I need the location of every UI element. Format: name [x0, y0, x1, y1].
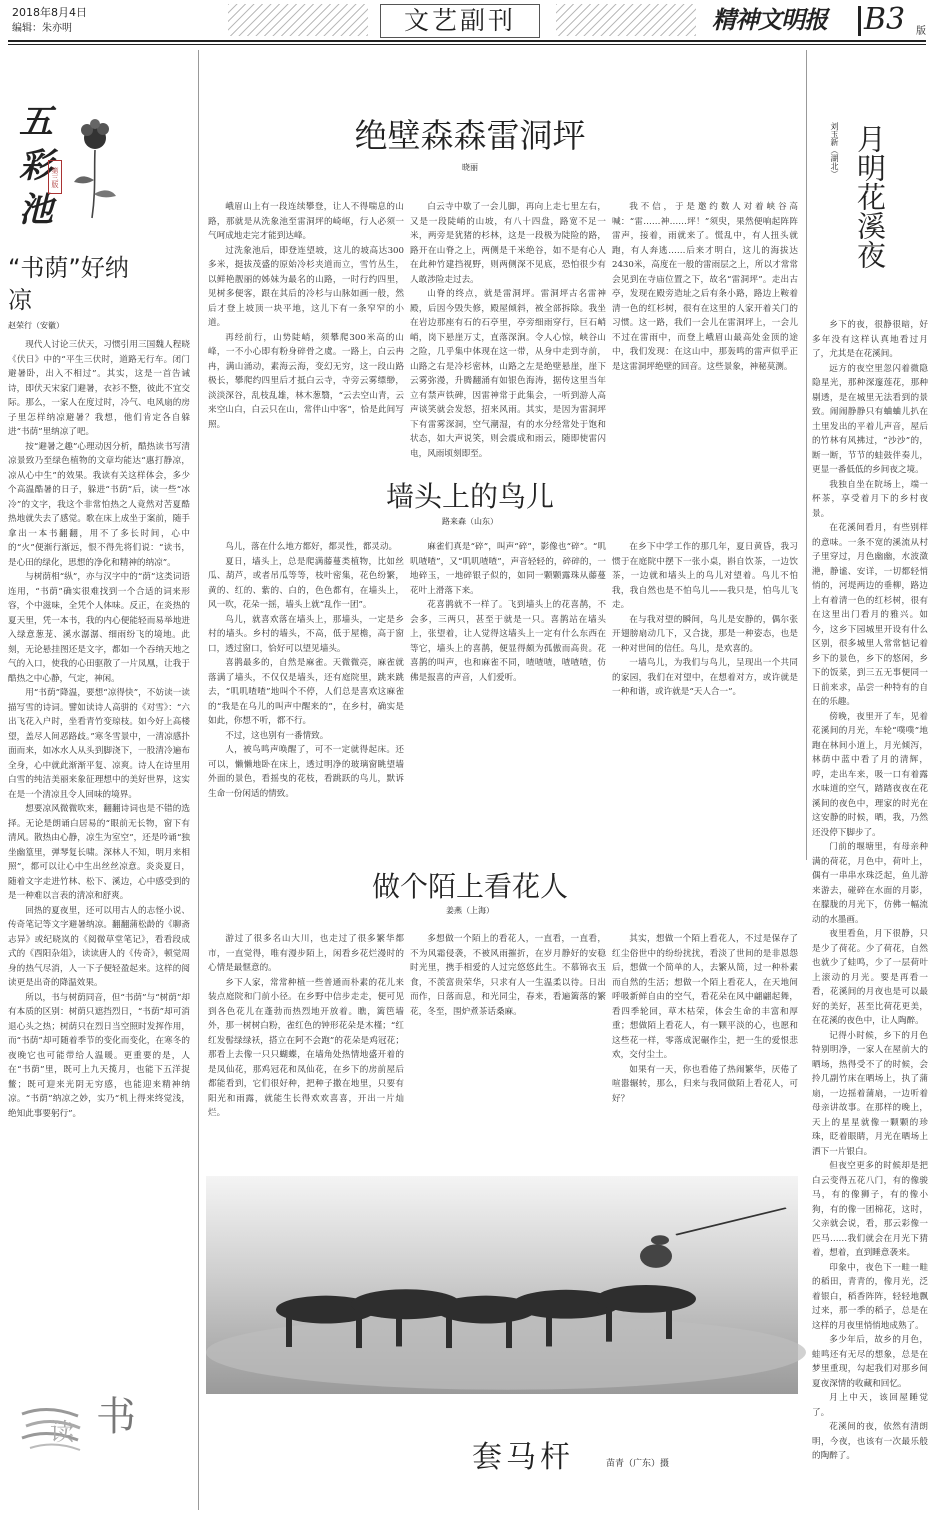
right-paragraph-2: 远方的夜空里忽闪着微隐隐星光，那种深邃莲花，那种剔透，是在城里无法看到的景致。闹闹静静只有蛐蛐儿扒在土里发出的平着儿声音，屋后的竹林有风拂过，“沙沙”的，断一断，节节的蛙鼓伴奏儿，更显一番低低的乡间夜之境。 — [812, 363, 928, 475]
right-paragraph-10: 印象中，夜色下一畦一畦的稻田，青青的，像月光，泛着银白，稻香阵阵，轻轻地飘过来，那一季的稻子，总是在这样的月夜里悄悄地成熟了。 — [812, 1262, 928, 1331]
article3-author: 姜燕（上海） — [446, 906, 494, 915]
article2-paragraph-10: 在与我对望的瞬间，鸟儿是安静的，偶尔张开翅膀扇动几下，又合拢，那是一种姿态，也是一种对世间的信任。鸟儿，是欢喜的。 — [612, 614, 798, 654]
section-title: 文艺副刊 — [380, 4, 540, 38]
right-paragraph-3: 我独自坐在院场上，端一杯茶，享受着月下的乡村夜景。 — [812, 479, 928, 519]
ink-flower-illustration — [70, 110, 120, 220]
right-paragraph-4: 在花溪间看月，有些别样的意味。一条不宽的溪流从村子里穿过，月色幽幽，水波潋滟，静谧、安详，一切都轻悄悄的，河堤两边的垂柳，路边上有着清一色的红杉树，很有在这里出门看月的雅兴。如今，这乡下园城里开设有什么区别，很多城里人常常惦记着乡下的景色，乡下的悠闲，乡下的饭菜，到三五无事便同一日前来求，品尝一种特有的自在的乐趣。 — [812, 523, 928, 707]
article1-paragraph-6: 我不信，于是邀约数人对着峡谷高喊：“雷……神……坪！”须臾，果然便响起阵阵雷声，接着，雨就来了。慌乱中，有人扭头就跑，有人奔逃……后来才明白，这儿的海拔达2430米，高度在一般的雷雨层之上，所以才常常会见到在寺庙位置之下，故名“雷洞坪”。走出古亭，发现在殿旁造址之后有条小路，路边上鞍着清一色的红杉树，很有在这里的人家开着关门的习惯。这一路，我们一会儿在雷洞坪上，一会儿不过在雷雨中，而登上峨眉山最高处金顶的途中，我们发现：在这山中，那轰鸣的雷声似乎正是这雷洞坪绝壁的回音。这些景象，神秘莫测。 — [612, 202, 798, 372]
article1-paragraph-3: 再经前行，山势陡峭，须攀爬300米高的山峰，一不小心即有粉身碎骨之虞。一路上，白云冉冉，满山涌动，素海云海，变幻无穷，这一段山路极长，攀爬约四里后才抵白云寺，寺旁云雾缥缈，淡淡深谷，乱枝乱雄，林木葱翳，“云去空山青，云来空山白，白云只在山，常伴山中客”，恰是此间写照。 — [208, 332, 404, 430]
header-date: 2018年8月4日 — [12, 6, 87, 19]
column-stamp: 第三版 — [48, 160, 62, 194]
article3-paragraph-1: 游过了很多名山大川，也走过了很多繁华都市，一直觉得，唯有漫步陌上，闲看乡花烂漫时的心情是最惬意的。 — [208, 934, 404, 973]
header-rule-thin — [8, 44, 926, 45]
article1-col-2 — [410, 200, 606, 459]
article2-paragraph-6: 人，被鸟鸣声唤醒了，可不一定就得起床。还可以，懒懒地卧在床上，透过明净的玻璃窗眺望墙外面的景色，看摇曳的花枝，看跳跃的鸟儿，默诉生命一份闲适的情致。 — [208, 745, 404, 799]
left-paragraph-3: 与树荫相“纵”，亦与汉字中的“荫”这类词语连用，“书荫”确实很难找到一个合适的词来形容，个中滋味，全凭个人体味。反正，在炎热的夏天里，凭一本书，我的内心便能轻而易举地进入绿意葱茏、溪水潺潺、细雨纷飞的境地。此刻，无论悬挂图还是文字，都如一个吞纳天地之气的入口，使我的心田驱散了一片凤凰，让我于酷热之中心静，气定，神闲。 — [8, 572, 190, 684]
right-article-title: 月明花溪夜 — [853, 124, 887, 269]
left-column-divider — [198, 50, 199, 1510]
right-paragraph-6: 门前的堰塘里，有母亲种满的荷花，月色中，荷叶上，偶有一串串水珠泛起，鱼儿游来游去，碰碎在水面的月影，在朦胧的月光下，仿佛一幅流动的水墨画。 — [812, 842, 928, 925]
article1-col-3 — [612, 200, 798, 446]
photo-author: 苗青（广东）摄 — [606, 1459, 670, 1469]
header-hatch-right — [556, 4, 696, 36]
right-column-divider — [806, 50, 807, 860]
article3-paragraph-2: 乡下人家，常常种植一些普通而朴素的花儿来装点庭院和门前小径。在乡野中信步走走，便可见到各色花儿在蓬勃而热烈地开放着。瞧，篱笆墙外，那一树树白粉，雀红色的钟形花朵是木槿；“红红发髻绿绿袄，搭立在阿不会跑”的花朵是鸡冠花；那看上去像一只只蝴蝶，在墙角处热情地盛开着的是凤仙花，那鸡冠花和凤仙花，在乡下的房前屋后都能看到，它们很好种，把种子撒在地里，只要有阳光和雨露，就能生长得欢欢喜喜，开出一片灿烂。 — [208, 977, 404, 1118]
article3-title: 做个陌上看花人 — [371, 870, 568, 903]
page-ban-label: 版 — [916, 26, 926, 37]
article3-paragraph-3: 多想做一个陌上的看花人，一直看，一直看，不为风霜侵袭，不被风雨摧折，在岁月静好的安稳时光里，携手相爱的人过完悠悠此生。不慕锦衣玉食，不羡富贵荣华，只求有人一生温柔以待。日出而作，日落而息，和光同尘，春来，看遍篱落的繁花，冬至，围炉煮茶话桑麻。 — [410, 934, 606, 1017]
article2-paragraph-5: 不过，这也别有一番情致。 — [225, 730, 329, 741]
right-article-author: 刘玉新（湖北） — [830, 122, 839, 178]
header-divider — [858, 6, 861, 36]
article2-paragraph-2: 夏日，墙头上，总是爬满藤蔓类植物，比如丝瓜、葫芦，或者吊瓜等等，枝叶密集，花色纷繁，黄的、红的、紫的、白的，色色都有，在墙头上，风一吹，花朵一摇，墙头上就“乱作一团”。 — [208, 556, 404, 610]
left-paragraph-1: 现代人讨论三伏天，习惯引用三国魏人程晓《伏日》中的“平生三伏时，道路无行车。闭门避暑卧，出入不相过”。其实，这是一首告诫诗，即伏天宋家门避暑，衣衫不整，彼此不宜交际。那么，一家人在度过时，冷气、电风扇的房子里怎样纳凉避暑？我想，他们肯定各自躲进“书荫”里纳凉了吧。 — [8, 340, 190, 437]
right-paragraph-1: 乡下的夜，很静很暗，好多年没有这样认真地看过月了，尤其是在花溪间。 — [812, 320, 928, 359]
article3-col-2 — [410, 932, 606, 1162]
article3-col-3 — [612, 932, 798, 1162]
article3-col-1 — [208, 932, 404, 1162]
article1-paragraph-1: 峨眉山上有一段连续攀登，让人不得喘息的山路，那就是从洗象池至雷洞坪的崎岖，行人必须一气呵成地走完才能到达峰。 — [208, 202, 404, 241]
article2-paragraph-11: 一墙鸟儿，为我们与鸟儿，呈现出一个共同的家园，我们在对望中，在想着对方，或许就是一种和谐，或许就是“天人合一”。 — [612, 658, 798, 697]
left-article-title: “书荫”好纳凉 — [8, 254, 129, 314]
article1-paragraph-5: 山脊的终点，就是雷洞坪。雷洞坪古名雷神殿，后因今毁失修，殿屋倾斜，被全部拆除。我坐在岩边那座有石的石亭里，亭旁细雨穿行，巨石峭峭，岗下悬崖万丈，直落深涧。令人心惊，峡谷山之险，几乎集中体现在这一带，从身中走到寺前，山路之右是冷杉密林，山路之左是绝壁悬崖，崖下云雾弥漫，升腾翻涌有如银色海涛，据传这里当年立有禁声铁碑，因雷神常于此集会，一听到游人高声谈笑就会发怒，招来风雨。其实，是因为雷洞坪下有雷雾深洞，空气潮湿，有的水分经常处于饱和状态，如大声说笑，则会震成和雨云，随即使雷闪电，风雨顷刻即至。 — [410, 289, 606, 459]
left-paragraph-7: 所以，书与树荫同音，但“书荫”与“树荫”却有本质的区别：树荫只遮挡烈日，“书荫”却可消退心头之热；树荫只在烈日当空照时发挥作用，而“书荫”却可随着季节的变化而变化，在寒冬的夜晚它也可能带给人温暖。更重要的是，人在“书荫”里，既可上九天揽月，也能下五洋捉鳖；既可迎来光阴无穷感，也能迎来精神纳凉。“书荫”纳凉之妙，实乃“机上得来终觉浅，绝知此事要躬行”。 — [8, 992, 190, 1119]
left-paragraph-2: 按“避暑之趣”心理动因分析，酷热读书写清凉景致乃至绿色植物的文章均能达“惠打静凉，凉从心中生”的效果。我读有关这样体会，多少个高温酷暑的日子，躲进“书荫”后，读一些“冰冷”的文字，我这个非常怕热之人竟然对苦夏酷热地就失去了感觉。歌在床上成坐于案前，随手拿出一本书翻翻，用不了多长时间，心中的“火”便渐行渐远，恨不得先将们说：“读书，是心田的绿化，思想的净化和精神的纳凉”。 — [8, 441, 190, 568]
article2-paragraph-3: 鸟儿，就喜欢落在墙头上，那墙头，一定是乡村的墙头。乡村的墙头，不高，低于屋檐，高于窗口，透过窗口，恰好可以望见墙头。 — [208, 614, 404, 654]
left-article-body — [8, 338, 190, 1378]
right-paragraph-12: 月上中天，该回屋睡觉了。 — [812, 1393, 928, 1418]
left-paragraph-5: 想要凉风微微吹来，翻翻诗词也是不错的选择。无论是朗诵白居易的“眼前无长物，窗下有清风。散热由心静，凉生为室空”，还是吟诵“独坐幽篁里，弹琴复长啸。深林人不知，明月来相照”，都可以让心中生出丝丝凉意。炎炎夏日，随着文字走进竹林、松下、溪边，心中感受到的是一种难以言表的清凉和舒爽。 — [8, 804, 190, 901]
right-article-body — [812, 318, 928, 1461]
article2-col-2 — [410, 540, 606, 840]
article1-paragraph-4: 白云寺中歇了一会儿脚，再向上走七里左右，又是一段陡峭的山坡，有八十四盘，路宽不足一米，两旁是犹猪的杉林，这是一段极为陡险的路，路开在山脊之上，两侧是千米绝谷，如不是有心人在此种竹建挡视野，则两侧深不见底，恐怕很少有人敢涉险走过去。 — [410, 202, 606, 285]
left-paragraph-4: 用“书荫”降温，要想“凉得快”，不妨读一读描写雪的诗词。譬如读诗人高骈的《对雪》：“六出飞花入户时，坐看青竹变琼枝。如今好上高楼望，盖尽人间恶路歧。”寒冬雪景中，一清凉感扑面而来，如冰水人从头到脚浇下，一股清冷遍布全身，心中就此渐渐平复、凉爽。诗人在诗里用白雪的纯洁美丽来象征理想中的美好世界，这实在是一个清凉且令人回味的境界。 — [8, 688, 190, 800]
article2-col-1 — [208, 540, 404, 840]
right-paragraph-7: 夜里看鱼，月下很静，只是少了荷花。少了荷花，自然也就少了蛙鸣，少了一层荷叶上滚动的月光。要是再看一看，花溪间的月夜也是可以最好的美好，甚至比荷花更美，在花溪的夜色中，让人陶醉。 — [812, 929, 928, 1026]
article2-title: 墙头上的鸟儿 — [385, 480, 554, 513]
article2-paragraph-7: 麻雀们真是“碎”，叫声“碎”，影像也“碎”。“叽叽喳喳”，又“叽叽喳喳”，声音轻轻的，碎碎的，一地碎玉，一地碎银子似的，如同一颗颗露珠从藤蔓花叶上滑落下来。 — [410, 542, 606, 596]
newspaper-name: 精神文明报 — [712, 5, 827, 34]
article2-author: 路来森（山东） — [442, 517, 498, 526]
page-number: B3 — [864, 2, 906, 37]
header-rule — [8, 40, 926, 42]
article2-paragraph-4: 喜鹊最多的，自然是麻雀。天微微亮，麻雀就落满了墙头，不仅仅是墙头，还有庭院里，跳来跳去，“叽叽喳喳”地叫个不停，人们总是喜欢这麻雀的“我是在乌儿的叫声中醒来的”，在乡村，确实是如此，你想不听，都不行。 — [208, 658, 404, 726]
column-logo: 五彩池 — [19, 102, 53, 230]
article2-paragraph-1: 鸟儿，落在什么地方都好，都灵性，都灵动。 — [225, 542, 398, 552]
header-hatch-left — [228, 4, 368, 36]
article1-author: 晓丽 — [462, 163, 478, 172]
right-paragraph-11: 多少年后，故乡的月色，蛙鸣还有无尽的想象，总是在梦里重现，勾起我们对那乡间夏夜深情的收藏和回忆。 — [812, 1335, 928, 1389]
article1-paragraph-2: 过洗象池后，即登连望坡，这儿的坡高达300多米，挺拔茂盛的原始冷杉夹道而立，雪竹丛生，以鲜艳靓丽的姊妹为最名的山路，一时行约四里，见树多便客，跟在其后的冷杉与山脉如画一般，然后才登上坡顶一块平地，这儿下有一条窄窄的小道。 — [208, 245, 404, 328]
right-paragraph-8: 记得小时候，乡下的月色特别明净，一家人在屋前大的晒场，热得受不了的时候，会拎几副竹床在晒场上，执了蒲扇，一边摇着蒲扇，一边听着母亲讲故事。在那样的晚上，天上的星星就像一颗颗的珍珠，眨着眼睛，月光在晒场上洒下一片银白。 — [812, 1030, 928, 1157]
article3-paragraph-5: 如果有一天，你也看倦了热闹繁华，厌倦了喧嚣辗转，那么，归来与我同做陌上看花人，可好？ — [612, 1064, 798, 1104]
left-paragraph-6: 回热的夏夜里，还可以用古人的志怪小说、传奇笔记等文字避暑纳凉。翻翻蒲松龄的《聊斋志异》或纪晓岚的《阅微草堂笔记》，看看段成式的《酉阳杂俎》，读读唐人的《传奇》，顿觉周身的热气尽消，人一下子便轻盈起来。这样的阅读更是出奇的降温效果。 — [8, 905, 190, 988]
article2-col-3 — [612, 540, 798, 840]
article1-col-1 — [208, 200, 404, 446]
article2-paragraph-9: 在乡下中学工作的那几年，夏日黄昏，我习惯于在庭院中摆下一张小桌，斟自饮茶，一边饮茶，一边就和墙头上的鸟儿对望着。鸟儿不怕我，我自然也是不怕鸟儿——我只是，怕鸟儿飞走。 — [612, 542, 798, 610]
photo-title: 套马杆 — [472, 1440, 574, 1475]
horse-photo — [206, 1176, 798, 1394]
left-article-author: 赵荣行（安徽） — [8, 321, 64, 330]
read-logo-char: 书 — [96, 1394, 136, 1440]
article1-title: 绝壁森森雷洞坪 — [354, 116, 586, 155]
article3-paragraph-4: 其实，想做一个陌上看花人，不过是保存了红尘俗世中的纷纷扰扰，看淡了世间的是非恩怨后，想做一个简单的人，去繁从简，过一种朴素而自然的生活；想做一个陌上看花人，在天地间呼吸新鲜自由的空气，看花朵在风中翩翩起舞，看四季轮回，草木枯荣，体会生命的丰富和厚重；想做陌上看花人，有一颗平淡的心，也愿和这些花一样，零落成泥碾作尘，把一生的爱恨悲欢，交付尘土。 — [612, 934, 798, 1060]
read-logo-small: 读 — [50, 1418, 74, 1446]
right-paragraph-9: 但夜空更多的时候却是把白云变得五花八门，有的像骏马，有的像狮子，有的像小狗，有的像一团棉花，这时，父亲就会说，看，那云彩像一匹马……我们就会在月光下猜着，想着，直到睡意袭来。 — [812, 1161, 928, 1258]
header-editor: 编辑：朱亦明 — [12, 23, 72, 34]
right-paragraph-13: 花溪间的夜，依然有清朗明，今夜，也该有一次最乐般的陶醉了。 — [812, 1422, 928, 1461]
article2-paragraph-8: 花喜鹊就不一样了。飞到墙头上的花喜鹊，不会多，三两只，甚至于就是一只。喜鹊站在墙头上，张望着，让人觉得这墙头上一定有什么东西在等它，墙头上的喜鹊，便显得颇为孤傲而高贵。花喜鹊的叫声，也和麻雀不同，喳喳喳，喳喳喳，仿佛是报喜的声音，人们爱听。 — [410, 600, 606, 683]
right-paragraph-5: 傍晚，夜里开了车，见着花溪间的月光，车轮“噗噗”地跑在林间小道上，月光倾泻，林荫中蓝中看了月的清辉，哼，走出车来，吸一口有着露水味道的空气，踏踏夜夜在花溪间的夜色中，理家的时光在这安静的时候，晒，我，乃然还没停下脚步了。 — [812, 711, 928, 838]
